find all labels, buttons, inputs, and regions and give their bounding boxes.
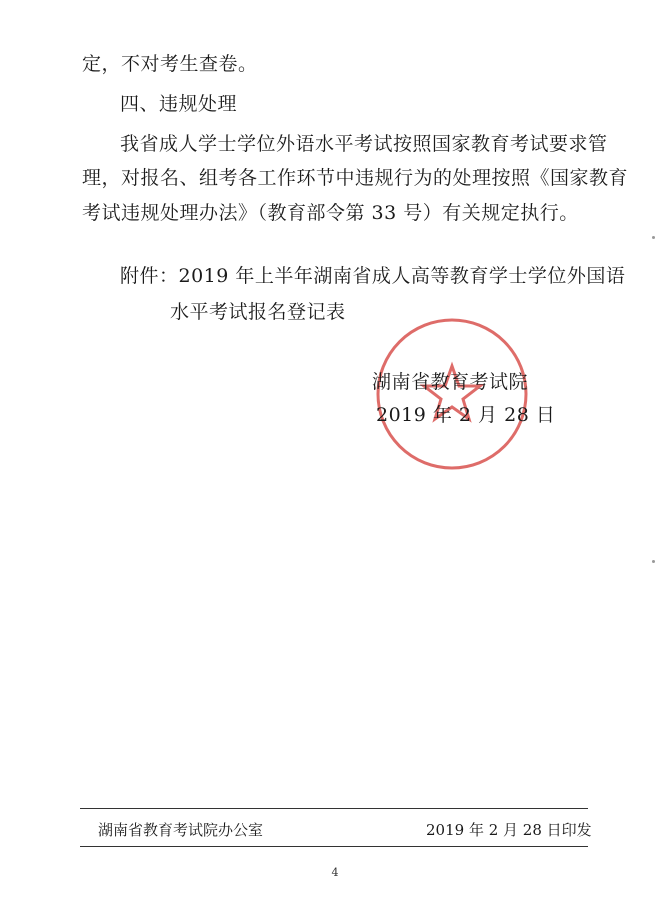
edge-mark: [652, 236, 655, 239]
section-heading: 四、违规处理: [120, 93, 238, 115]
official-seal: [372, 314, 532, 474]
edge-mark: [652, 560, 655, 563]
body-line-5: 考试违规处理办法》（教育部令第 33 号）有关规定执行。: [82, 202, 579, 224]
body-line-1: 定，不对考生查卷。: [82, 53, 258, 75]
signature-org: 湖南省教育考试院: [372, 371, 529, 393]
signature-date: 2019 年 2 月 28 日: [376, 404, 556, 426]
footer-rule-bottom: [80, 846, 588, 847]
attachment-line-1: 附件：2019 年上半年湖南省成人高等教育学士学位外国语: [120, 265, 626, 287]
footer-print-date: 2019 年 2 月 28 日印发: [426, 821, 592, 839]
body-line-3: 我省成人学士学位外语水平考试按照国家教育考试要求管: [120, 133, 608, 155]
footer-rule-top: [80, 808, 588, 809]
page-number: 4: [331, 866, 339, 879]
body-line-4: 理，对报名、组考各工作环节中违规行为的处理按照《国家教育: [82, 167, 629, 189]
footer-issuer: 湖南省教育考试院办公室: [98, 821, 264, 839]
attachment-line-2: 水平考试报名登记表: [170, 301, 346, 323]
